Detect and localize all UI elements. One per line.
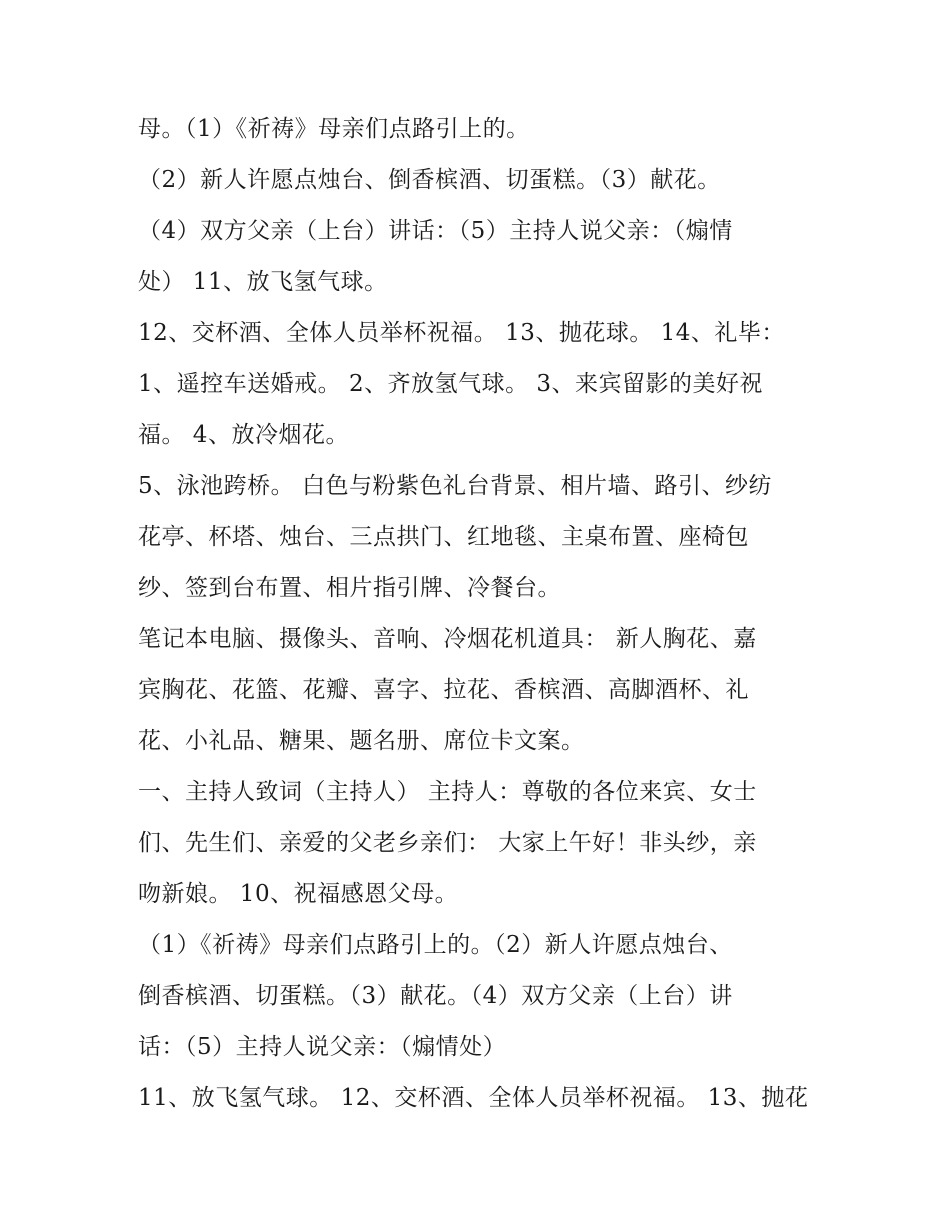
text-line: 宾胸花、花篮、花瓣、喜字、拉花、香槟酒、高脚酒杯、礼 — [138, 677, 749, 703]
text-line: 吻新娘。 10、祝福感恩父母。 — [138, 881, 459, 907]
text-line: 笔记本电脑、摄像头、音响、冷烟花机道具： 新人胸花、嘉 — [138, 626, 757, 652]
text-line: 福。 4、放冷烟花。 — [138, 422, 349, 448]
text-line: 话：（5）主持人说父亲：（煽情处） — [138, 1034, 507, 1060]
text-line: 11、放飞氢气球。 12、交杯酒、全体人员举杯祝福。 13、抛花 — [138, 1085, 809, 1111]
text-line: 一、主持人致词（主持人） 主持人：尊敬的各位来宾、女士 — [138, 779, 757, 805]
text-line: 母。（1）《祈祷》母亲们点路引上的。 — [138, 116, 530, 142]
text-line: 们、先生们、亲爱的父老乡亲们： 大家上午好！非头纱，亲 — [138, 830, 757, 856]
body-text — [138, 104, 828, 1124]
text-line: 花、小礼品、糖果、题名册、席位卡文案。 — [138, 728, 585, 754]
text-line: （4）双方父亲（上台）讲话：（5）主持人说父亲：（煽情 — [138, 218, 733, 244]
text-line: 处） 11、放飞氢气球。 — [138, 269, 388, 295]
text-line: 5、泳池跨桥。 白色与粉紫色礼台背景、相片墙、路引、纱纺 — [138, 473, 772, 499]
text-line: （2）新人许愿点烛台、倒香槟酒、切蛋糕。（3）献花。 — [138, 167, 721, 193]
text-line: 倒香槟酒、切蛋糕。（3）献花。（4）双方父亲（上台）讲 — [138, 983, 733, 1009]
text-line: 花亭、杯塔、烛台、三点拱门、红地毯、主桌布置、座椅包 — [138, 524, 749, 550]
text-line: 12、交杯酒、全体人员举杯祝福。 13、抛花球。 14、礼毕： — [138, 320, 785, 346]
text-line: 纱、签到台布置、相片指引牌、冷餐台。 — [138, 575, 561, 601]
text-line: （1）《祈祷》母亲们点路引上的。（2）新人许愿点烛台、 — [138, 932, 733, 958]
text-line: 1、遥控车送婚戒。 2、齐放氢气球。 3、来宾留影的美好祝 — [138, 371, 764, 397]
